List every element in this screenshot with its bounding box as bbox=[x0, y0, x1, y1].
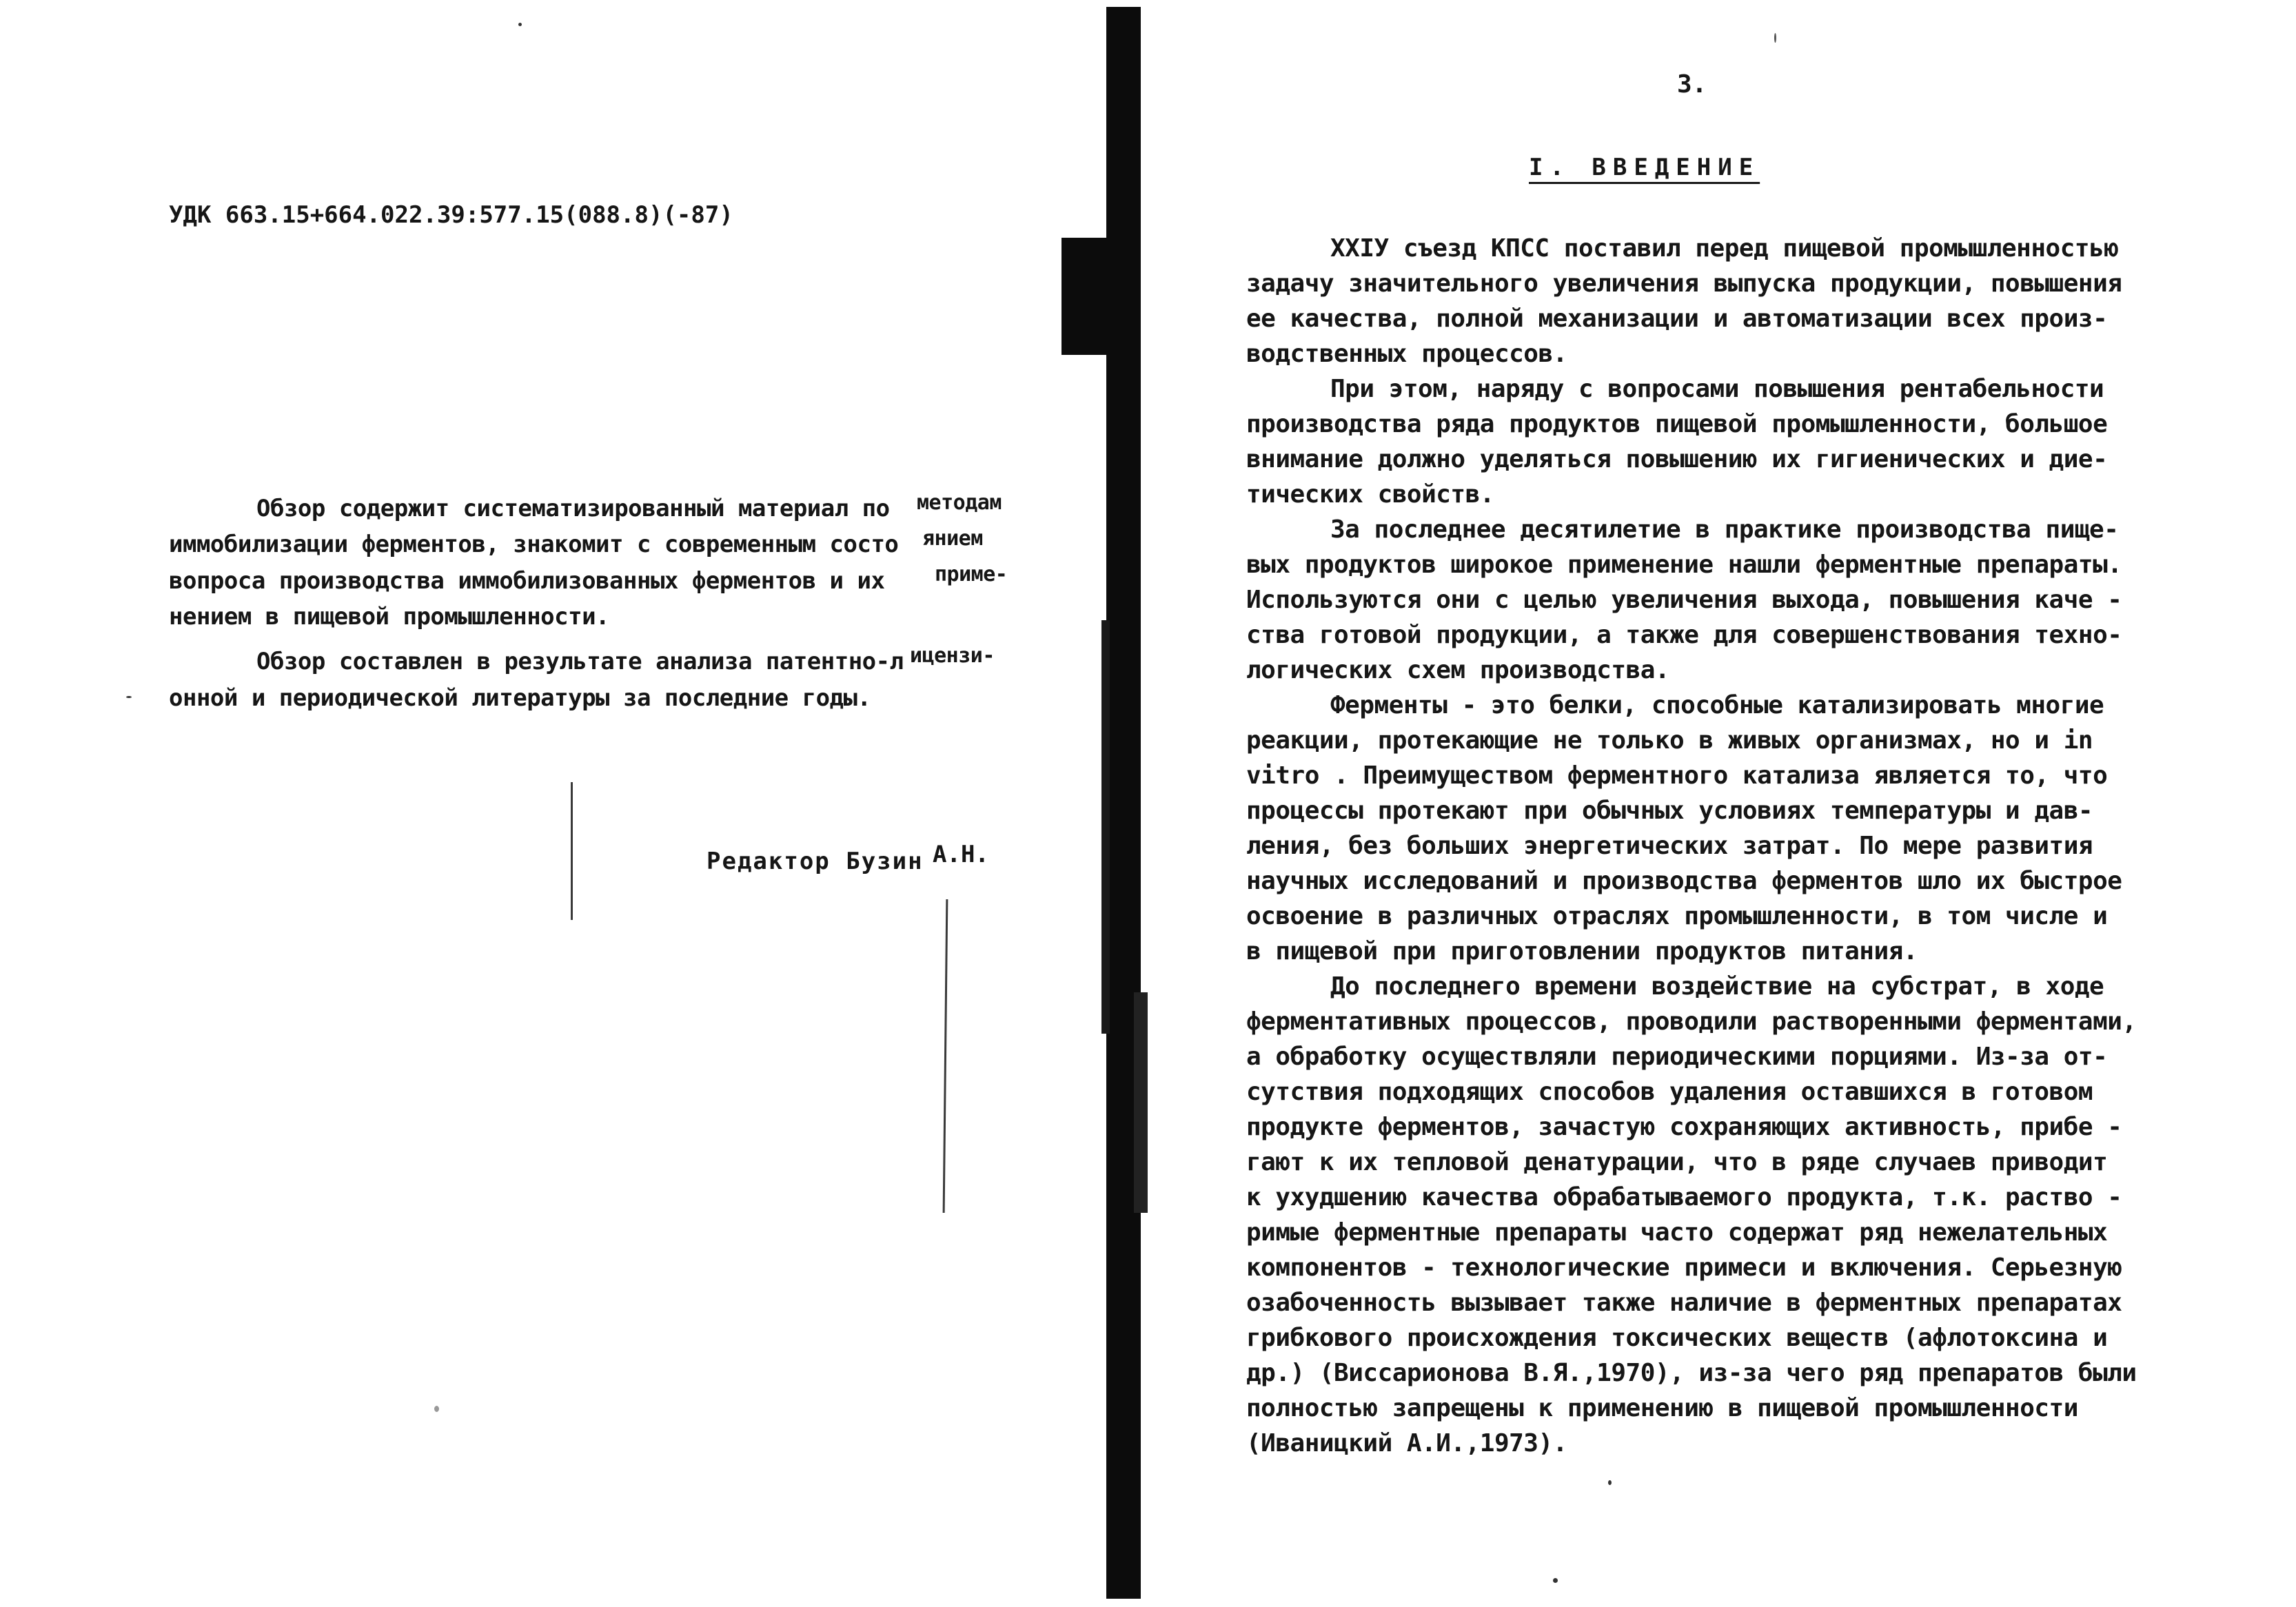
abstract-line-3: вопроса производства иммобилизованных ферментов и их bbox=[169, 567, 885, 595]
body-line-6: производства ряда продуктов пищевой промышленности, большое bbox=[1246, 410, 2108, 438]
body-line-14: Ферменты - это белки, способные катализировать многие bbox=[1330, 691, 2104, 719]
margin-fragment-1: методам bbox=[917, 491, 1002, 515]
body-line-18: ления, без больших энергетических затрат. По мере развития bbox=[1246, 832, 2093, 860]
scan-speck bbox=[1553, 1578, 1558, 1583]
editor-label: Редактор Бузин bbox=[707, 848, 924, 875]
body-line-31: озабоченность вызывает также наличие в ферментных препаратах bbox=[1246, 1289, 2122, 1317]
body-line-35: (Иваницкий А.И.,1973). bbox=[1246, 1429, 1567, 1457]
body-line-1: XXIУ съезд КПСС поставил перед пищевой промышленностью bbox=[1330, 234, 2119, 263]
scan-speck bbox=[126, 696, 132, 698]
body-line-33: др.) (Виссарионова В.Я.,1970), из-за чего ряд препаратов были bbox=[1246, 1359, 2137, 1387]
body-line-23: ферментативных процессов, проводили растворенными ферментами, bbox=[1246, 1007, 2137, 1036]
compiled-line-1: Обзор составлен в результате анализа патентно-л bbox=[256, 648, 904, 675]
margin-fragment-4: ицензи- bbox=[910, 644, 995, 668]
body-line-30: компонентов - технологические примеси и включения. Серьезную bbox=[1246, 1253, 2122, 1282]
body-line-9: За последнее десятилетие в практике производства пище- bbox=[1330, 515, 2119, 544]
udk-code: УДК 663.15+664.022.39:577.15(088.8)(-87) bbox=[169, 201, 733, 229]
abstract-line-2: иммобилизации ферментов, знакомит с современным состо bbox=[169, 531, 899, 558]
body-line-13: логических схем производства. bbox=[1246, 656, 1670, 684]
scan-speck bbox=[434, 1406, 439, 1412]
abstract-line-1: Обзор содержит систематизированный материал по bbox=[256, 495, 890, 522]
body-line-20: освоение в различных отраслях промышленности, в том числе и bbox=[1246, 902, 2108, 930]
body-line-8: тических свойств. bbox=[1246, 480, 1494, 509]
body-line-3: ее качества, полной механизации и автоматизации всех произ- bbox=[1246, 305, 2108, 333]
body-line-29: римые ферментные препараты часто содержат ряд нежелательных bbox=[1246, 1218, 2108, 1247]
body-line-19: научных исследований и производства ферментов шло их быстрое bbox=[1246, 867, 2122, 895]
body-line-5: При этом, наряду с вопросами повышения рентабельности bbox=[1330, 375, 2104, 403]
margin-fragment-2: янием bbox=[922, 526, 983, 551]
body-line-34: полностью запрещены к применению в пищевой промышленности bbox=[1246, 1394, 2078, 1422]
body-line-11: Используются они с целью увеличения выхода, повышения каче - bbox=[1246, 586, 2122, 614]
body-line-2: задачу значительного увеличения выпуска продукции, повышения bbox=[1246, 269, 2122, 298]
body-line-25: сутствия подходящих способов удаления оставшихся в готовом bbox=[1246, 1078, 2093, 1106]
scan-speck bbox=[1774, 33, 1776, 43]
body-line-12: ства готовой продукции, а также для совершенствования техно- bbox=[1246, 621, 2122, 649]
body-line-24: а обработку осуществляли периодическими порциями. Из-за от- bbox=[1246, 1043, 2108, 1071]
margin-fragment-3: приме- bbox=[935, 562, 1008, 586]
body-line-7: внимание должно уделяться повышению их гигиенических и дие- bbox=[1246, 445, 2108, 473]
body-line-10: вых продуктов широкое применение нашли ферментные препараты. bbox=[1246, 551, 2122, 579]
body-line-32: грибкового происхождения токсических веществ (афлотоксина и bbox=[1246, 1324, 2108, 1352]
body-line-17: процессы протекают при обычных условиях температуры и дав- bbox=[1246, 797, 2093, 825]
scan-mark bbox=[571, 782, 573, 920]
scan-speck bbox=[1608, 1480, 1612, 1485]
body-line-4: водственных процессов. bbox=[1246, 340, 1567, 368]
body-line-22: До последнего времени воздействие на субстрат, в ходе bbox=[1330, 972, 2104, 1001]
abstract-line-4: нением в пищевой промышленности. bbox=[169, 603, 610, 631]
body-line-27: гают к их тепловой денатурации, что в ряде случаев приводит bbox=[1246, 1148, 2108, 1176]
editor-name: А.Н. bbox=[933, 841, 989, 868]
body-line-15: реакции, протекающие не только в живых организмах, но и in bbox=[1246, 726, 2093, 755]
compiled-line-2: онной и периодической литературы за последние годы. bbox=[169, 684, 871, 712]
scan-mark bbox=[943, 899, 948, 1213]
body-line-26: продукте ферментов, зачастую сохраняющих активность, прибе - bbox=[1246, 1113, 2122, 1141]
body-line-21: в пищевой при приготовлении продуктов питания. bbox=[1246, 937, 1918, 965]
body-line-16: vitro . Преимуществом ферментного катализа является то, что bbox=[1246, 761, 2108, 790]
section-title: I. ВВЕДЕНИЕ bbox=[1529, 154, 1760, 181]
body-line-28: к ухудшению качества обрабатываемого продукта, т.к. раство - bbox=[1246, 1183, 2122, 1211]
page-number: 3. bbox=[1677, 70, 1707, 99]
scan-speck bbox=[518, 23, 522, 26]
